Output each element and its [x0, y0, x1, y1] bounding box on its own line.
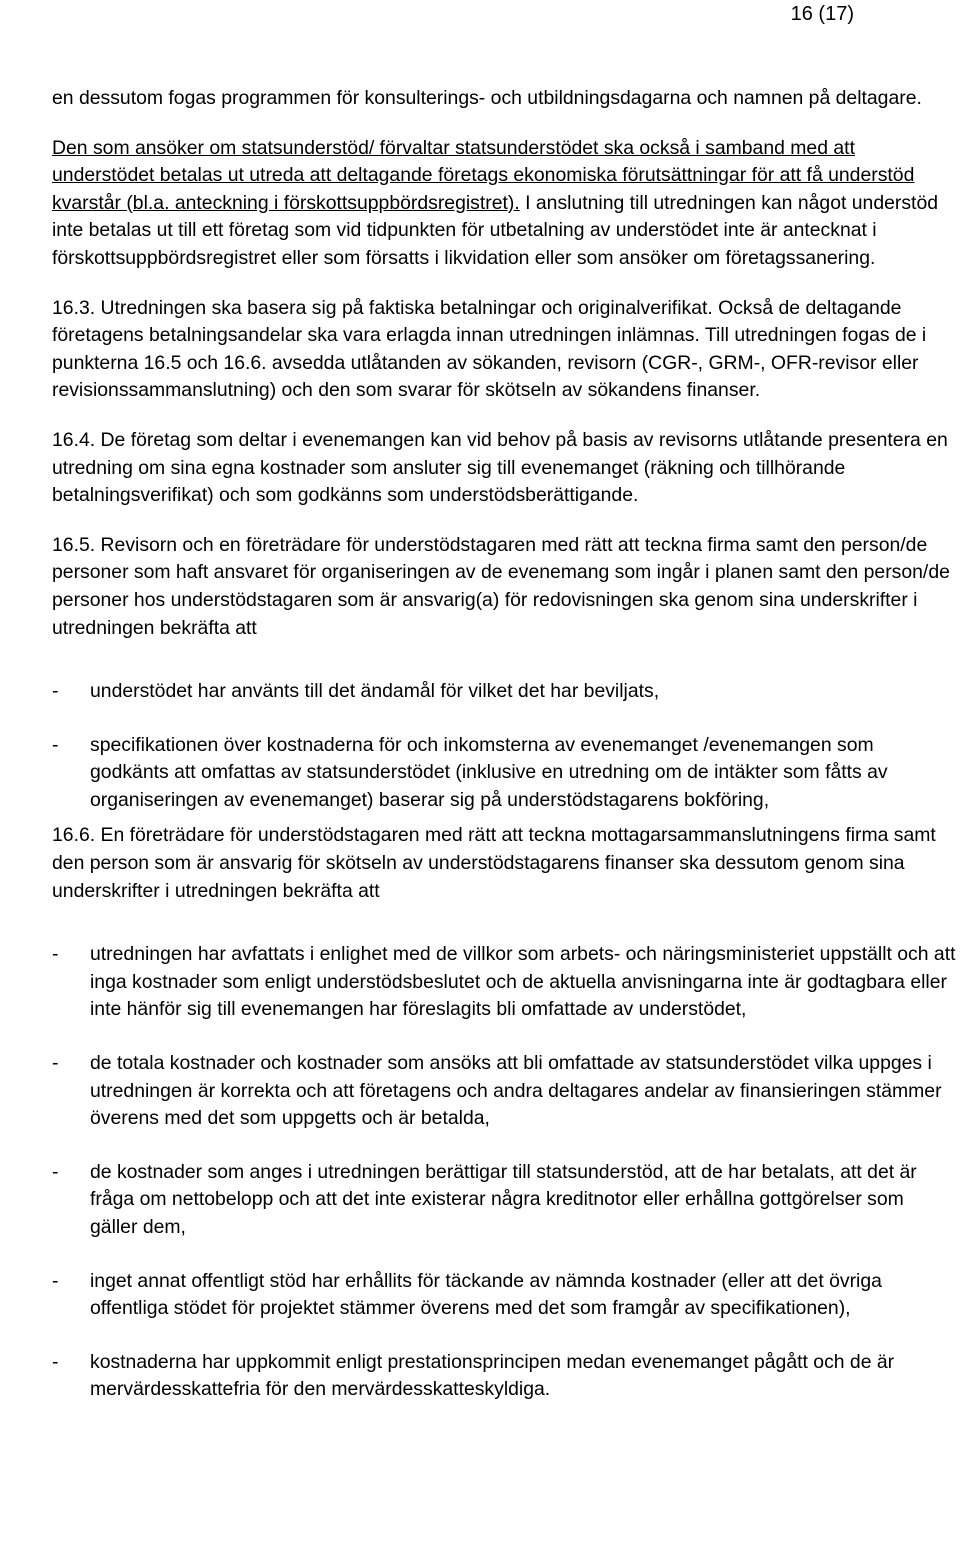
list-item-text: de totala kostnader och kostnader som ansöks att bli omfattade av statsunderstödet vilka uppges i utredningen är korrekta och att företagens och andra deltagares andelar av finansieringen stämmer överens med det som uppgetts och är betalda, [90, 1052, 942, 1130]
paragraph-text: I anslutning till utredningen kan något understöd inte betalas ut till ett företag som vid tidpunkten för utbetalning av understödet inte är antecknat i förskottsuppbördsregistret eller som försatts i likvidation eller som ansöker om företagssanering. [52, 191, 939, 269]
page-number: 16 (17) [790, 3, 854, 25]
section-text: Revisorn och en företrädare för understödstagaren med rätt att teckna firma samt den person/de personer som haft ansvaret för organiseringen av de evenemang som ingår i planen samt den person/de personer hos understödstagaren som är ansvarig(a) för redovisningen ska genom sina underskrifter i utredningen bekräfta att [52, 533, 950, 639]
section-16-3 [52, 295, 956, 405]
section-16-6 [52, 822, 956, 905]
list-item-text: inget annat offentligt stöd har erhållits för täckande av nämnda kostnader (eller att det övriga offentliga stödet för projektet stämmer överens med det som framgår av specifikationen), [90, 1269, 882, 1320]
list-item [52, 1268, 956, 1323]
list-dash: - [52, 1269, 59, 1292]
list-dash: - [52, 1052, 59, 1075]
intro-paragraph: en dessutom fogas programmen för konsulterings- och utbildningsdagarna och namnen på deltagare. [52, 87, 922, 109]
list-item [52, 1159, 956, 1242]
list-item [52, 941, 956, 1024]
paragraph-financial-check [52, 135, 956, 273]
list-dash: - [52, 680, 59, 703]
list-item [52, 1349, 956, 1404]
section-text: Utredningen ska basera sig på faktiska betalningar och originalverifikat. Också de deltagande företagens betalningsandelar ska vara erlagda innan utredningen inlämnas. Till utredningen fogas de i punkterna 16.5 och 16.6. avsedda utlåtanden av sökanden, revisorn (CGR-, GRM-, OFR-revisor eller revisionssammanslutning) och den som svarar för skötseln av sökandens finanser. [52, 296, 927, 402]
section-16-4 [52, 427, 956, 510]
list-dash: - [52, 1350, 59, 1373]
document-body [52, 85, 956, 1404]
list-dash: - [52, 943, 59, 966]
list-16-5 [52, 678, 956, 814]
section-number: 16.4. [52, 428, 96, 451]
list-item [52, 1050, 956, 1133]
list-item-text: utredningen har avfattats i enlighet med de villkor som arbets- och näringsministeriet uppställt och att inga kostnader som enligt understödsbeslutet och de aktuella anvisningarna inte är godtagbara eller inte hänför sig till evenemangen har föreslagits bli omfattade av understödet, [90, 943, 956, 1021]
list-item-text: de kostnader som anges i utredningen berättigar till statsunderstöd, att de har betalats, att det är fråga om nettobelopp och att det inte existerar några kreditnotor eller erhållna gottgörelser som gäller dem, [90, 1160, 917, 1238]
section-16-5 [52, 532, 956, 642]
underlined-text: Den som ansöker om statsunderstöd/ förvaltar statsunderstödet ska också i samband med att understödet betalas ut utreda att deltagande företags ekonomiska förutsättningar för att få understöd kvarstår (bl.a. anteckning i förskottsuppbördsregistret). [52, 136, 915, 214]
section-number: 16.5. [52, 533, 96, 556]
list-16-6 [52, 941, 956, 1404]
section-text: En företrädare för understödstagaren med rätt att teckna mottagarsammanslutningens firma samt den person som är ansvarig för skötseln av understödstagarens finanser ska dessutom genom sina underskrifter i utredningen bekräfta att [52, 824, 936, 902]
list-item-text: kostnaderna har uppkommit enligt prestationsprincipen medan evenemanget pågått och de är mervärdesskattefria för den mervärdesskatteskyldiga. [90, 1350, 895, 1401]
list-item [52, 732, 956, 815]
section-number: 16.6. [52, 824, 96, 847]
list-item [52, 678, 956, 706]
section-number: 16.3. [52, 296, 96, 319]
list-item-text: specifikationen över kostnaderna för och inkomsterna av evenemanget /evenemangen som godkänts att omfattas av statsunderstödet (inklusive en utredning om de intäkter som fåtts av organiseringen av evenemanget) baserar sig på understödstagarens bokföring, [90, 733, 888, 811]
list-dash: - [52, 1160, 59, 1183]
section-text: De företag som deltar i evenemangen kan vid behov på basis av revisorns utlåtande presentera en utredning om sina egna kostnader som ansluter sig till evenemanget (räkning och tillhörande betalningsverifikat) och som godkänns som understödsberättigande. [52, 428, 948, 507]
list-item-text: understödet har använts till det ändamål för vilket det har beviljats, [90, 680, 660, 703]
list-dash: - [52, 733, 59, 756]
